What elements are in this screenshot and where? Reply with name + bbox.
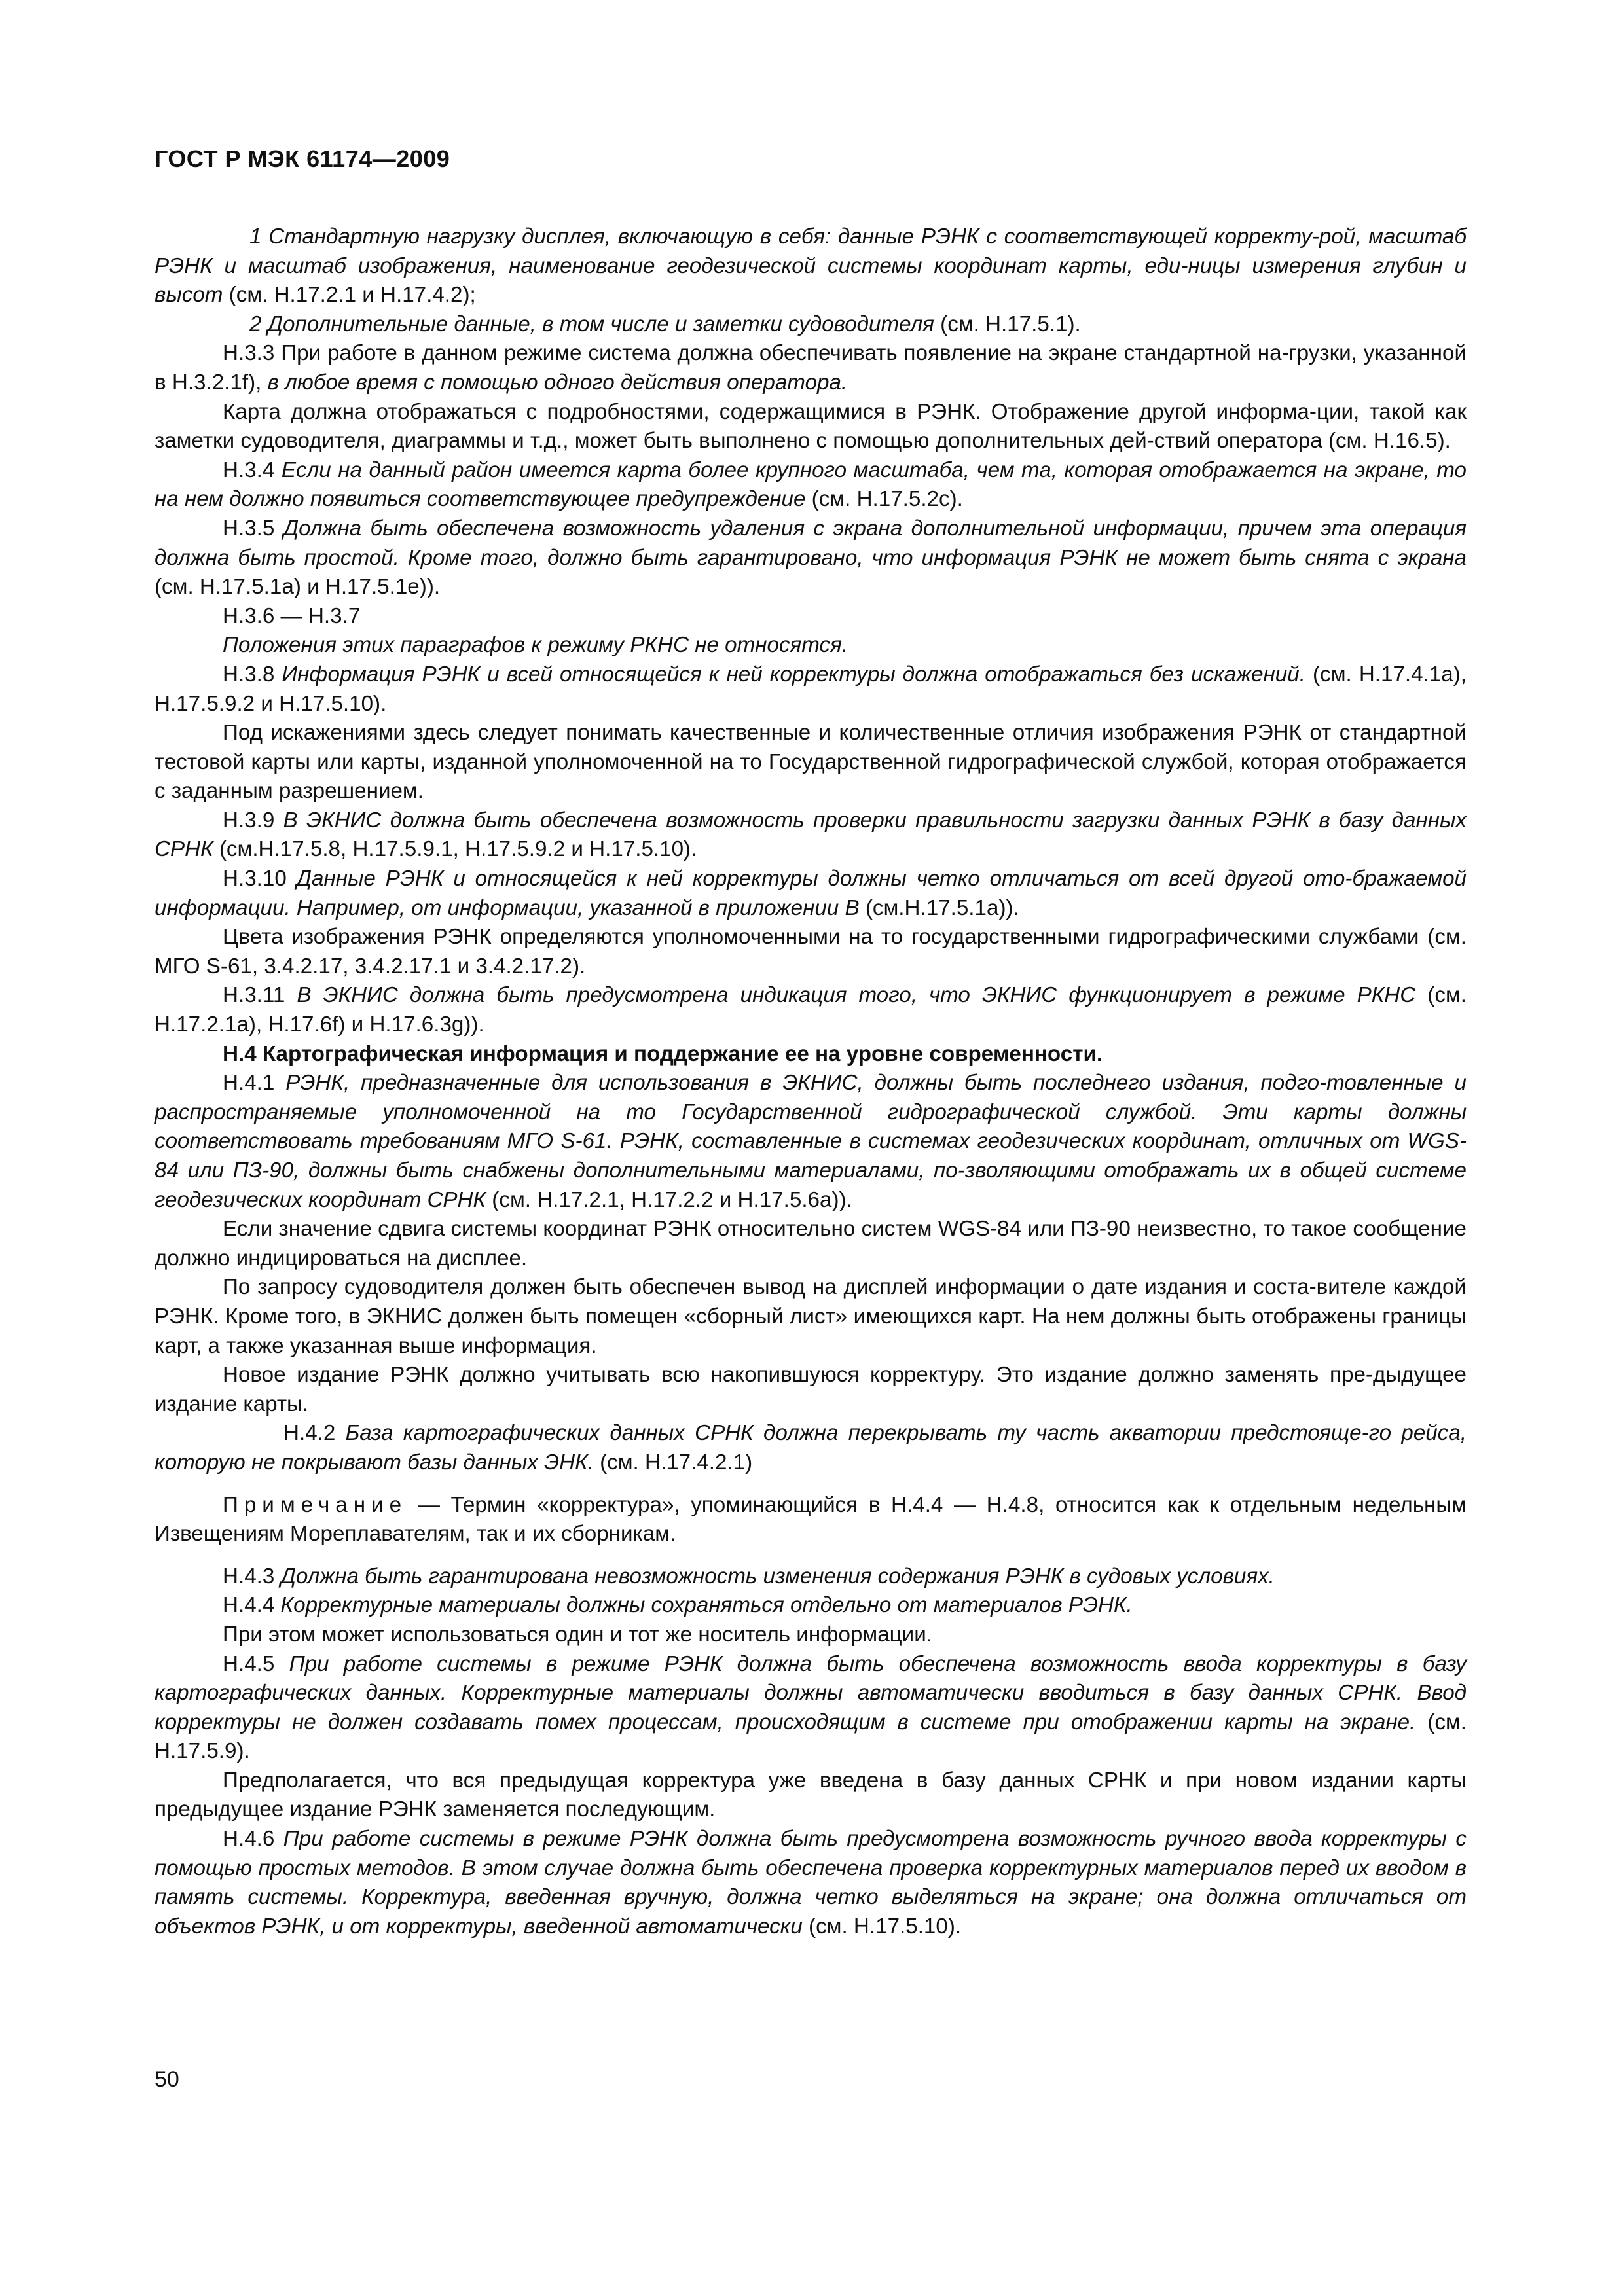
paragraph: Карта должна отображаться с подробностями, содержащимися в РЭНК. Отображение другой информа-ции, такой как заметки судоводителя, диаграммы и т.д., может быть выполнено с помощью дополнительных дей-ствий оператора (см. Н.16.5). <box>155 399 1467 454</box>
section-heading: Н.4 Картографическая информация и поддержание ее на уровне современности. <box>223 1041 1103 1066</box>
paragraph: Н.4.2 База картографических данных СРНК должна перекрывать ту часть акватории предстояще-го рейса, которую не покрывают базы данных ЭНК. (см. Н.17.4.2.1) <box>155 1421 1467 1475</box>
paragraph: Н.4.4 Корректурные материалы должны сохраняться отдельно от материалов РЭНК. <box>223 1593 1133 1618</box>
paragraph: Н.4.1 РЭНК, предназначенные для использования в ЭКНИС, должны быть последнего издания, подго-товленные и распространяемые уполномоченной на то Государственной гидрографической службой. Эти карты должны соответствовать требованиям МГО S-61. РЭНК, составленные в системах геодезических координат, отличных от WGS-84 или ПЗ-90, должны быть снабжены дополнительными материалами, по-зволяющими отображать их в общей системе геодезических координат СРНК (см. Н.17.2.1, Н.17.2.2 и Н.17.5.6а)). <box>155 1071 1467 1212</box>
paragraph: 2 Дополнительные данные, в том числе и заметки судоводителя (см. Н.17.5.1). <box>249 312 1081 336</box>
paragraph: При этом может использоваться один и тот же носитель информации. <box>223 1622 932 1647</box>
paragraph: Н.4.6 При работе системы в режиме РЭНК должна быть предусмотрена возможность ручного ввода корректуры с помощью простых методов. В этом случае должна быть обеспечена проверка корректурных материалов перед их вводом в память системы. Корректура, введенная вручную, должна четко выделяться на экране; она должна отличаться от объектов РЭНК, и от корректуры, введенной автоматически (см. Н.17.5.10). <box>155 1827 1467 1939</box>
paragraph: Н.4.5 При работе системы в режиме РЭНК должна быть обеспечена возможность ввода корректуры в базу картографических данных. Корректурные материалы должны автоматически вводиться в базу данных СРНК. Ввод корректуры не должен создавать помех процессам, происходящим в системе при отображении карты на экране. (см. Н.17.5.9). <box>155 1651 1467 1764</box>
paragraph: Н.3.9 В ЭКНИС должна быть обеспечена возможность проверки правильности загрузки данных РЭНК в базу данных СРНК (см.Н.17.5.8, Н.17.5.9.1, Н.17.5.9.2 и Н.17.5.10). <box>155 808 1467 862</box>
paragraph: Н.4.3 Должна быть гарантирована невозможность изменения содержания РЭНК в судовых условиях. <box>223 1564 1275 1588</box>
document-body <box>155 223 1467 1941</box>
paragraph: 1 Стандартную нагрузку дисплея, включающую в себя: данные РЭНК с соответствующей корректу-рой, масштаб РЭНК и масштаб изображения, наименование геодезической системы координат карты, еди-ницы измерения глубин и высот (см. Н.17.2.1 и Н.17.4.2); <box>155 224 1467 308</box>
paragraph: Положения этих параграфов к режиму РКНС не относятся. <box>223 633 848 658</box>
paragraph: Н.3.3 При работе в данном режиме система должна обеспечивать появление на экране стандартной на-грузки, указанной в Н.3.2.1f), в любое время с помощью одного действия оператора. <box>155 341 1467 395</box>
page-number: 50 <box>155 2067 179 2092</box>
paragraph: По запросу судоводителя должен быть обеспечен вывод на дисплей информации о дате издания и соста-вителе каждой РЭНК. Кроме того, в ЭКНИС должен быть помещен «сборный лист» имеющихся карт. На нем должны быть отображены границы карт, а также указанная выше информация. <box>155 1275 1467 1358</box>
paragraph: Н.3.8 Информация РЭНК и всей относящейся к ней корректуры должна отображаться без искажений. (см. Н.17.4.1а), Н.17.5.9.2 и Н.17.5.10). <box>155 662 1467 716</box>
paragraph: Н.3.5 Должна быть обеспечена возможность удаления с экрана дополнительной информации, причем эта операция должна быть простой. Кроме того, должно быть гарантировано, что информация РЭНК не может быть снята с экрана (см. Н.17.5.1а) и Н.17.5.1е)). <box>155 516 1467 600</box>
note-label: Примечание <box>223 1492 408 1517</box>
document-header: ГОСТ Р МЭК 61174—2009 <box>155 145 450 172</box>
paragraph: Под искажениями здесь следует понимать качественные и количественные отличия изображения РЭНК от стандартной тестовой карты или карты, изданной уполномоченной на то Государственной гидрографической службой, которая отображается с заданным разрешением. <box>155 721 1467 804</box>
paragraph: Предполагается, что вся предыдущая корректура уже введена в базу данных СРНК и при новом издании карты предыдущее издание РЭНК заменяется последующим. <box>155 1768 1467 1822</box>
paragraph: Н.3.10 Данные РЭНК и относящейся к ней корректуры должны четко отличаться от всей другой ото-бражаемой информации. Например, от информации, указанной в приложении В (см.Н.17.5.1а)). <box>155 867 1467 920</box>
paragraph: Цвета изображения РЭНК определяются уполномоченными на то государственными гидрографическими службами (см. МГО S-61, 3.4.2.17, 3.4.2.17.1 и 3.4.2.17.2). <box>155 925 1467 978</box>
paragraph: Новое издание РЭНК должно учитывать всю накопившуюся корректуру. Это издание должно заменять пре-дыдущее издание карты. <box>155 1363 1467 1416</box>
paragraph: Н.3.4 Если на данный район имеется карта более крупного масштаба, чем та, которая отображается на экране, то на нем должно появиться соответствующее предупреждение (см. Н.17.5.2с). <box>155 457 1467 512</box>
paragraph: Н.3.6 — Н.3.7 <box>223 603 361 628</box>
paragraph: Если значение сдвига системы координат РЭНК относительно систем WGS-84 или ПЗ-90 неизвестно, то такое сообщение должно индицироваться на дисплее. <box>155 1217 1467 1270</box>
paragraph: Н.3.11 В ЭКНИС должна быть предусмотрена индикация того, что ЭКНИС функционирует в режиме РКНС (см. Н.17.2.1а), Н.17.6f) и Н.17.6.3g)). <box>155 983 1467 1037</box>
note-paragraph: Примечание — Термин «корректура», упоминающийся в Н.4.4 — Н.4.8, относится как к отдельным недельным Извещениям Мореплавателям, так и их сборникам. <box>155 1492 1467 1547</box>
